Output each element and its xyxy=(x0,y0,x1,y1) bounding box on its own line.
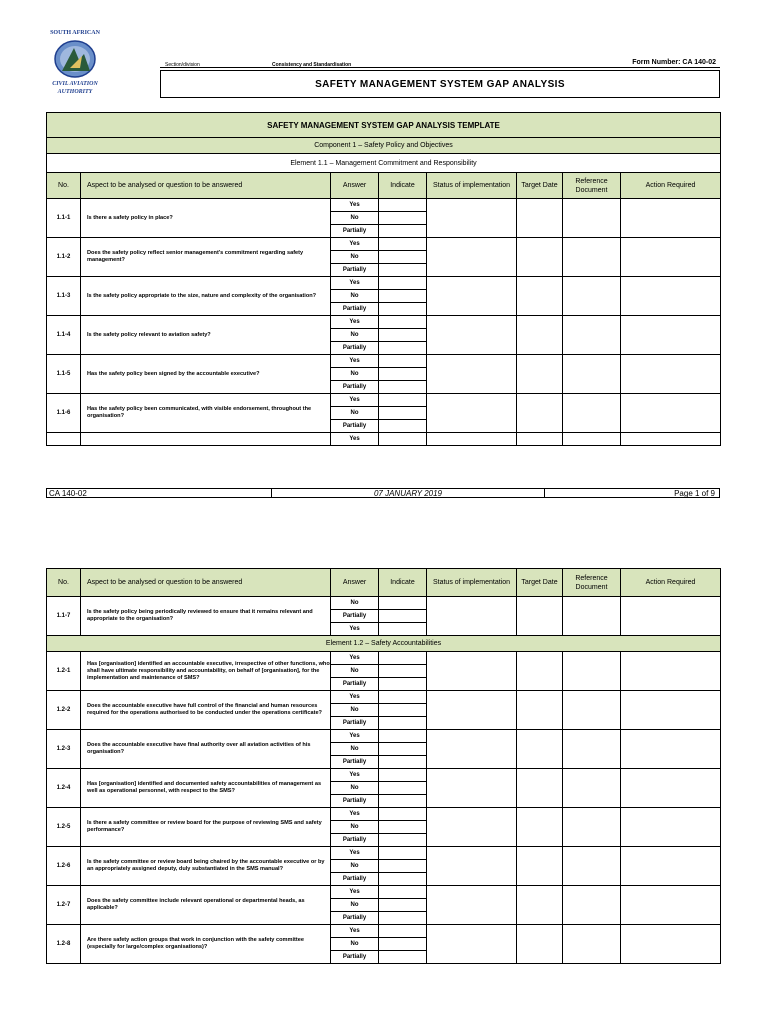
question-text: Does the accountable executive have full control of the financial and human resources required for the operations authorised to be conducted under the operations certificate? xyxy=(81,691,331,730)
question-number: 1.2-2 xyxy=(47,691,81,730)
col-no: No. xyxy=(47,173,81,199)
status-cell[interactable] xyxy=(427,769,517,808)
sacaa-logo-icon xyxy=(52,38,98,80)
answer-option: Partially xyxy=(331,717,379,730)
answer-option: No xyxy=(331,212,379,225)
answer-option: Yes xyxy=(331,623,379,636)
answer-option: No xyxy=(331,899,379,912)
action-cell[interactable] xyxy=(621,199,721,238)
answer-option: Partially xyxy=(331,951,379,964)
answer-option: Yes xyxy=(331,886,379,899)
answer-option: Yes xyxy=(331,355,379,368)
answer-option: Yes xyxy=(331,277,379,290)
question-text: Does the accountable executive have final authority over all aviation activities of his organisation? xyxy=(81,730,331,769)
question-text: Is there a safety committee or review board for the purpose of reviewing SMS and safety performance? xyxy=(81,808,331,847)
status-cell[interactable] xyxy=(427,925,517,964)
logo-title: SOUTH AFRICAN xyxy=(50,30,100,36)
reference-cell[interactable] xyxy=(563,355,621,394)
answer-option: No xyxy=(331,407,379,420)
indicate-cell[interactable] xyxy=(379,610,427,623)
indicate-cell[interactable] xyxy=(379,691,427,704)
consistency-label: Consistency and Standardisation xyxy=(272,62,352,68)
indicate-cell[interactable] xyxy=(379,886,427,899)
question-text: Has [organisation] identified an accountable executive, irrespective of other functions, who shall have ultimate responsibility and accountability, on behalf of [organisation], for the implementation and maintenance of SMS? xyxy=(81,652,331,691)
target-date-cell[interactable] xyxy=(517,730,563,769)
answer-option: No xyxy=(331,251,379,264)
answer-option: Yes xyxy=(331,238,379,251)
answer-option: Partially xyxy=(331,420,379,433)
indicate-cell[interactable] xyxy=(379,394,427,407)
answer-option: Partially xyxy=(331,834,379,847)
answer-option: Partially xyxy=(331,756,379,769)
reference-cell[interactable] xyxy=(563,199,621,238)
element-heading: Element 1.1 – Management Commitment and Responsibility xyxy=(47,154,721,173)
question-text: Is the safety committee or review board being chaired by the accountable executive or by an appropriately assigned deputy, duly substantiated in the SMS manual? xyxy=(81,847,331,886)
target-date-cell[interactable] xyxy=(517,597,563,636)
indicate-cell[interactable] xyxy=(379,623,427,636)
reference-cell[interactable] xyxy=(563,277,621,316)
question-number: 1.2-8 xyxy=(47,925,81,964)
indicate-cell[interactable] xyxy=(379,277,427,290)
indicate-cell[interactable] xyxy=(379,795,427,808)
question-number: 1.2-1 xyxy=(47,652,81,691)
target-date-cell[interactable] xyxy=(517,652,563,691)
indicate-cell[interactable] xyxy=(379,290,427,303)
answer-option: Yes xyxy=(331,769,379,782)
indicate-cell[interactable] xyxy=(379,938,427,951)
col-target-date: Target Date xyxy=(517,569,563,597)
answer-option: Partially xyxy=(331,873,379,886)
indicate-cell[interactable] xyxy=(379,808,427,821)
action-cell[interactable] xyxy=(621,691,721,730)
logo-line-2: AUTHORITY xyxy=(57,89,93,95)
col-answer: Answer xyxy=(331,569,379,597)
answer-option: Yes xyxy=(331,691,379,704)
status-cell[interactable] xyxy=(427,691,517,730)
target-date-cell[interactable] xyxy=(517,238,563,277)
col-reference: Reference Document xyxy=(563,569,621,597)
question-text: Are there safety action groups that work in conjunction with the safety committee (especially for large/complex organisations)? xyxy=(81,925,331,964)
question-number: 1.1-6 xyxy=(47,394,81,433)
answer-option: Yes xyxy=(331,925,379,938)
action-cell[interactable] xyxy=(621,316,721,355)
indicate-cell[interactable] xyxy=(379,199,427,212)
status-cell[interactable] xyxy=(427,652,517,691)
action-cell[interactable] xyxy=(621,652,721,691)
answer-option: No xyxy=(331,290,379,303)
question-text: Has the safety policy been signed by the accountable executive? xyxy=(81,355,331,394)
logo-line-1: CIVIL AVIATION xyxy=(52,81,98,87)
status-cell[interactable] xyxy=(427,394,517,433)
reference-cell[interactable] xyxy=(563,691,621,730)
question-number: 1.2-3 xyxy=(47,730,81,769)
reference-cell[interactable] xyxy=(563,769,621,808)
status-cell[interactable] xyxy=(427,886,517,925)
col-aspect: Aspect to be analysed or question to be answered xyxy=(81,569,331,597)
status-cell[interactable] xyxy=(427,277,517,316)
col-answer: Answer xyxy=(331,173,379,199)
answer-option: Yes xyxy=(331,433,379,446)
status-cell[interactable] xyxy=(427,847,517,886)
indicate-cell[interactable] xyxy=(379,743,427,756)
status-cell[interactable] xyxy=(427,199,517,238)
question-number: 1.2-5 xyxy=(47,808,81,847)
action-cell[interactable] xyxy=(621,238,721,277)
answer-option: No xyxy=(331,597,379,610)
answer-option: No xyxy=(331,938,379,951)
action-cell[interactable] xyxy=(621,847,721,886)
answer-option: Yes xyxy=(331,730,379,743)
question-text: Is the safety policy relevant to aviation safety? xyxy=(81,316,331,355)
indicate-cell[interactable] xyxy=(379,407,427,420)
answer-option: Partially xyxy=(331,678,379,691)
col-reference: Reference Document xyxy=(563,173,621,199)
form-number: Form Number: CA 140-02 xyxy=(632,59,716,66)
target-date-cell[interactable] xyxy=(517,355,563,394)
indicate-cell[interactable] xyxy=(379,665,427,678)
indicate-cell[interactable] xyxy=(379,912,427,925)
indicate-cell[interactable] xyxy=(379,420,427,433)
answer-option: Partially xyxy=(331,795,379,808)
indicate-cell[interactable] xyxy=(379,717,427,730)
reference-cell[interactable] xyxy=(563,238,621,277)
reference-cell[interactable] xyxy=(563,886,621,925)
question-number: 1.1-4 xyxy=(47,316,81,355)
logo-subtitle xyxy=(40,80,110,96)
answer-option: No xyxy=(331,743,379,756)
target-date-cell[interactable] xyxy=(517,394,563,433)
indicate-cell[interactable] xyxy=(379,782,427,795)
status-cell[interactable] xyxy=(427,808,517,847)
answer-option: No xyxy=(331,665,379,678)
action-cell[interactable] xyxy=(621,355,721,394)
status-cell[interactable] xyxy=(427,316,517,355)
indicate-cell[interactable] xyxy=(379,847,427,860)
target-date-cell[interactable] xyxy=(517,691,563,730)
indicate-cell[interactable] xyxy=(379,368,427,381)
status-cell[interactable] xyxy=(427,238,517,277)
action-cell[interactable] xyxy=(621,886,721,925)
col-action: Action Required xyxy=(621,173,721,199)
indicate-cell[interactable] xyxy=(379,704,427,717)
question-text: Is there a safety policy in place? xyxy=(81,199,331,238)
question-text: Does the safety committee include relevant operational or departmental heads, as applicable? xyxy=(81,886,331,925)
question-text: Is the safety policy appropriate to the size, nature and complexity of the organisation? xyxy=(81,277,331,316)
indicate-cell[interactable] xyxy=(379,342,427,355)
indicate-cell[interactable] xyxy=(379,329,427,342)
indicate-cell[interactable] xyxy=(379,238,427,251)
indicate-cell[interactable] xyxy=(379,355,427,368)
action-cell[interactable] xyxy=(621,925,721,964)
reference-cell[interactable] xyxy=(563,316,621,355)
indicate-cell[interactable] xyxy=(379,821,427,834)
indicate-cell[interactable] xyxy=(379,597,427,610)
reference-cell[interactable] xyxy=(563,847,621,886)
col-target-date: Target Date xyxy=(517,173,563,199)
answer-option: Partially xyxy=(331,912,379,925)
indicate-cell[interactable] xyxy=(379,225,427,238)
target-date-cell[interactable] xyxy=(517,277,563,316)
indicate-cell[interactable] xyxy=(379,212,427,225)
question-number: 1.1-7 xyxy=(47,597,81,636)
target-date-cell[interactable] xyxy=(517,925,563,964)
target-date-cell[interactable] xyxy=(517,847,563,886)
question-number: 1.1-2 xyxy=(47,238,81,277)
gap-analysis-table-1 xyxy=(46,112,721,446)
action-cell[interactable] xyxy=(621,597,721,636)
indicate-cell[interactable] xyxy=(379,834,427,847)
action-cell[interactable] xyxy=(621,769,721,808)
action-cell[interactable] xyxy=(621,277,721,316)
answer-option: Yes xyxy=(331,847,379,860)
status-cell[interactable] xyxy=(427,597,517,636)
page-title: SAFETY MANAGEMENT SYSTEM GAP ANALYSIS xyxy=(160,70,720,98)
answer-option: No xyxy=(331,329,379,342)
answer-option: Yes xyxy=(331,652,379,665)
question-number: 1.2-4 xyxy=(47,769,81,808)
question-number: 1.2-6 xyxy=(47,847,81,886)
section-label: Section/division xyxy=(165,62,200,68)
col-action: Action Required xyxy=(621,569,721,597)
col-aspect: Aspect to be analysed or question to be answered xyxy=(81,173,331,199)
indicate-cell[interactable] xyxy=(379,925,427,938)
target-date-cell[interactable] xyxy=(517,316,563,355)
answer-option: Yes xyxy=(331,394,379,407)
reference-cell[interactable] xyxy=(563,394,621,433)
action-cell[interactable] xyxy=(621,394,721,433)
page-footer xyxy=(46,488,720,498)
reference-cell[interactable] xyxy=(563,925,621,964)
indicate-cell[interactable] xyxy=(379,381,427,394)
answer-option: No xyxy=(331,368,379,381)
question-number: 1.1-3 xyxy=(47,277,81,316)
target-date-cell[interactable] xyxy=(517,769,563,808)
status-cell[interactable] xyxy=(427,730,517,769)
answer-option: Partially xyxy=(331,342,379,355)
reference-cell[interactable] xyxy=(563,652,621,691)
question-text: Does the safety policy reflect senior management's commitment regarding safety management? xyxy=(81,238,331,277)
indicate-cell[interactable] xyxy=(379,873,427,886)
answer-option: Partially xyxy=(331,225,379,238)
indicate-cell[interactable] xyxy=(379,769,427,782)
footer-form: CA 140-02 xyxy=(49,489,87,498)
reference-cell[interactable] xyxy=(563,597,621,636)
reference-cell[interactable] xyxy=(563,808,621,847)
col-indicate: Indicate xyxy=(379,173,427,199)
header-divider xyxy=(160,67,720,68)
col-status: Status of implementation xyxy=(427,173,517,199)
question-text: Has [organisation] identified and documented safety accountabilities of management as well as operational personnel, with respect to the SMS? xyxy=(81,769,331,808)
indicate-cell[interactable] xyxy=(379,433,427,446)
indicate-cell[interactable] xyxy=(379,678,427,691)
answer-option: Partially xyxy=(331,303,379,316)
component-heading: Component 1 – Safety Policy and Objectives xyxy=(47,138,721,154)
gap-analysis-table-2 xyxy=(46,568,721,964)
answer-option: Yes xyxy=(331,808,379,821)
footer-page: Page 1 of 9 xyxy=(674,489,715,498)
question-text: Is the safety policy being periodically reviewed to ensure that it remains relevant and appropriate to the organisation? xyxy=(81,597,331,636)
answer-option: Yes xyxy=(331,199,379,212)
question-number: 1.1-5 xyxy=(47,355,81,394)
status-cell[interactable] xyxy=(427,355,517,394)
col-no: No. xyxy=(47,569,81,597)
template-title: SAFETY MANAGEMENT SYSTEM GAP ANALYSIS TEMPLATE xyxy=(47,113,721,138)
target-date-cell[interactable] xyxy=(517,808,563,847)
indicate-cell[interactable] xyxy=(379,951,427,964)
indicate-cell[interactable] xyxy=(379,303,427,316)
indicate-cell[interactable] xyxy=(379,899,427,912)
reference-cell[interactable] xyxy=(563,730,621,769)
target-date-cell[interactable] xyxy=(517,886,563,925)
answer-option: Partially xyxy=(331,264,379,277)
indicate-cell[interactable] xyxy=(379,251,427,264)
question-number: 1.1-1 xyxy=(47,199,81,238)
col-indicate: Indicate xyxy=(379,569,427,597)
answer-option: No xyxy=(331,782,379,795)
element-heading: Element 1.2 – Safety Accountabilities xyxy=(47,636,721,652)
answer-option: No xyxy=(331,821,379,834)
indicate-cell[interactable] xyxy=(379,264,427,277)
indicate-cell[interactable] xyxy=(379,756,427,769)
question-number: 1.2-7 xyxy=(47,886,81,925)
answer-option: No xyxy=(331,704,379,717)
indicate-cell[interactable] xyxy=(379,652,427,665)
col-status: Status of implementation xyxy=(427,569,517,597)
question-text: Has the safety policy been communicated, with visible endorsement, throughout the organisation? xyxy=(81,394,331,433)
answer-option: Yes xyxy=(331,316,379,329)
indicate-cell[interactable] xyxy=(379,730,427,743)
target-date-cell[interactable] xyxy=(517,199,563,238)
answer-option: Partially xyxy=(331,381,379,394)
answer-option: Partially xyxy=(331,610,379,623)
indicate-cell[interactable] xyxy=(379,860,427,873)
indicate-cell[interactable] xyxy=(379,316,427,329)
action-cell[interactable] xyxy=(621,730,721,769)
footer-date: 07 JANUARY 2019 xyxy=(271,489,545,497)
action-cell[interactable] xyxy=(621,808,721,847)
answer-option: No xyxy=(331,860,379,873)
